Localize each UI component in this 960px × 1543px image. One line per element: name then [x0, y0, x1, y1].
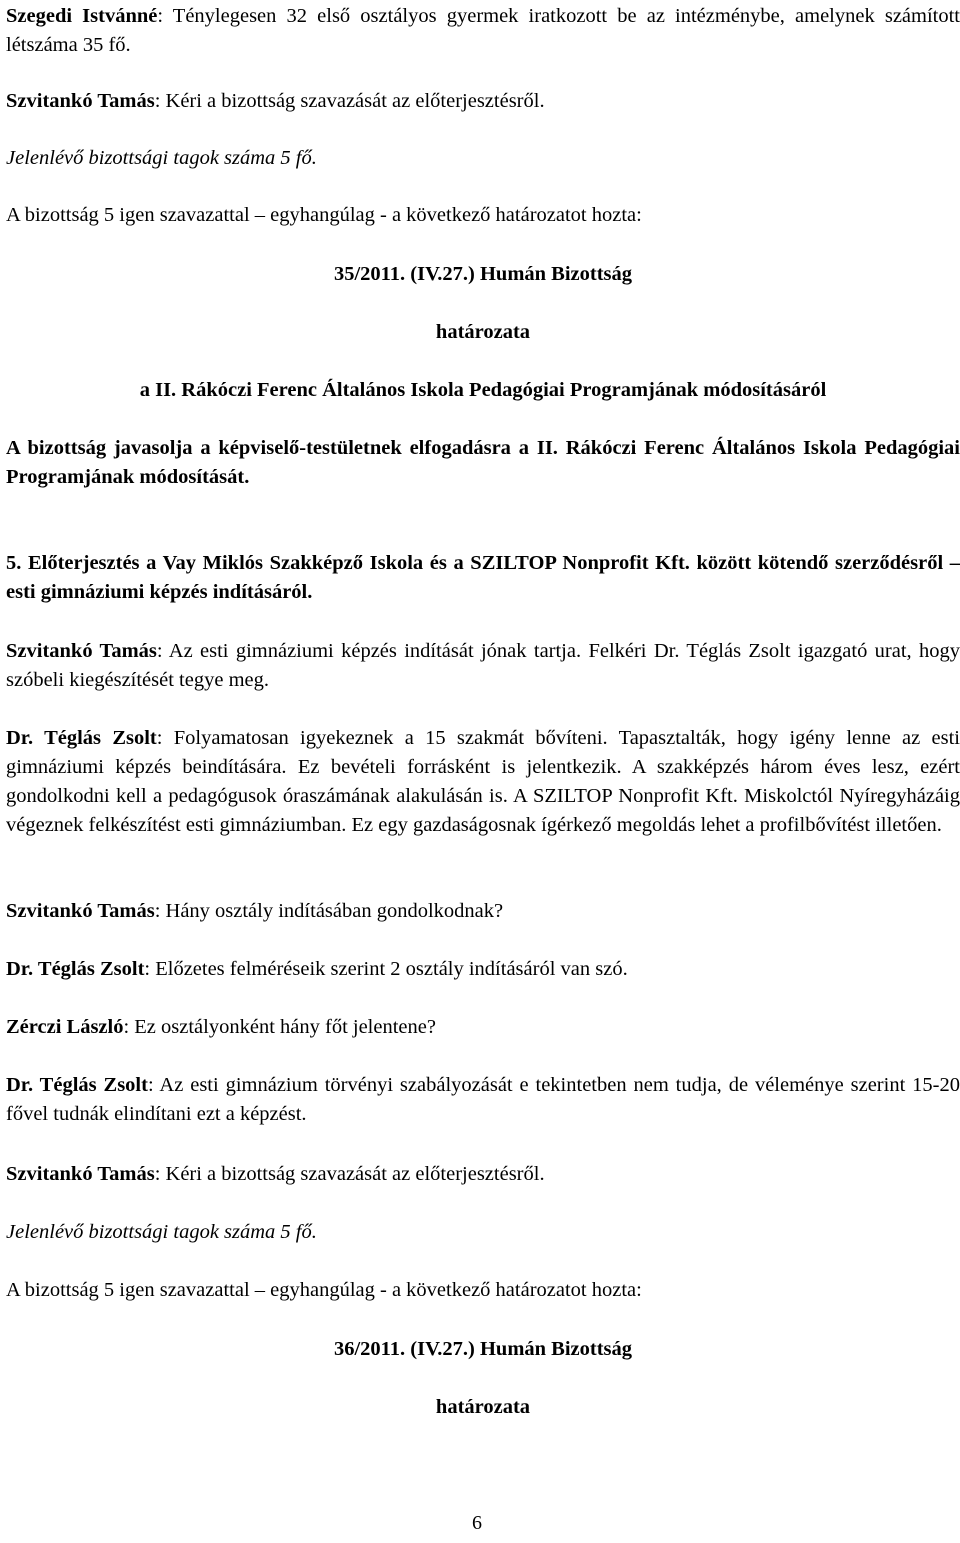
paragraph-text: : Az esti gimnázium törvényi szabályozását e tekintetben nem tudja, de véleménye szerint 15-20 fővel tudnák elindítani ezt a képzést.: [6, 1074, 960, 1125]
resolution-36-title: 36/2011. (IV.27.) Humán Bizottság: [333, 1338, 633, 1360]
agenda-dash: –: [949, 552, 960, 574]
resolution-35-title: 35/2011. (IV.27.) Humán Bizottság: [333, 263, 633, 285]
paragraph-text: : Kéri a bizottság szavazását az előterjesztésről.: [154, 1163, 545, 1185]
resolution-35-label: határozata: [435, 321, 531, 343]
paragraph-zerczi: [6, 1013, 960, 1042]
paragraph-text: : Az esti gimnáziumi képzés indítását jónak tartja. Felkéri Dr. Téglás Zsolt igazgató urat, hogy szóbeli kiegészítését tegye meg.: [6, 640, 960, 691]
paragraph-szvitanko-4: [6, 1160, 960, 1189]
speaker-name: Zérczi László: [6, 1016, 124, 1038]
attendance-note-2: Jelenlévő bizottsági tagok száma 5 fő.: [6, 1221, 317, 1243]
speaker-name: Dr. Téglás Zsolt: [6, 727, 157, 749]
paragraph-text: : Ténylegesen 32 első osztályos gyermek iratkozott be az intézménybe, amelynek számított létszáma 35 fő.: [6, 5, 960, 56]
paragraph-szvitanko-2: [6, 637, 960, 695]
vote-note-2: A bizottság 5 igen szavazattal – egyhangúlag - a következő határozatot hozta:: [6, 1279, 642, 1301]
speaker-name: Szvitankó Tamás: [6, 1163, 155, 1185]
paragraph-teglas-2: [6, 955, 960, 984]
paragraph-text: : Folyamatosan igyekeznek a 15 szakmát bővíteni. Tapasztalták, hogy igény lenne az esti gimnáziumi képzés beindítására. Ez bevételi forrásként is jelentkezik. A szakképzés három éves lesz, ezért gondolkodni kell a pedagógusok óraszámának alakulásán is. A SZILTOP Nonprofit Kft. Miskolctól Nyíregyházáig végeznek felkészítést esti gimnáziumban. Ez egy gazdaságosnak ígérkező megoldás lehet a profilbővítést illetően.: [6, 727, 960, 836]
paragraph-text: : Hány osztály indításában gondolkodnak?: [154, 900, 504, 922]
agenda-text-pre: 5. Előterjesztés a Vay Miklós Szakképző Iskola és a SZILTOP Nonprofit Kft. között kötendő szerződésről: [6, 552, 950, 574]
paragraph-teglas-1: [6, 724, 960, 840]
page-number: 6: [472, 1512, 482, 1534]
resolution-35-subject: a II. Rákóczi Ferenc Általános Iskola Pedagógiai Programjának módosításáról: [139, 379, 827, 401]
speaker-name: Szvitankó Tamás: [6, 900, 155, 922]
agenda-text-post: esti gimnáziumi képzés indításáról.: [6, 581, 313, 603]
paragraph-szvitanko-3: [6, 897, 960, 926]
paragraph-teglas-3: [6, 1071, 960, 1129]
resolution-35-body: A bizottság javasolja a képviselő-testületnek elfogadásra a II. Rákóczi Ferenc Általános Iskola Pedagógiai Programjának módosítását.: [6, 437, 960, 488]
speaker-name: Szvitankó Tamás: [6, 640, 157, 662]
speaker-name: Szegedi Istvánné: [6, 5, 158, 27]
speaker-name: Szvitankó Tamás: [6, 90, 155, 112]
paragraph-szegedi: [6, 2, 960, 60]
paragraph-text: : Kéri a bizottság szavazását az előterjesztésről.: [154, 90, 545, 112]
paragraph-text: : Ez osztályonként hány főt jelentene?: [123, 1016, 436, 1038]
paragraph-szvitanko-1: [6, 87, 960, 116]
paragraph-text: : Előzetes felméréseik szerint 2 osztály indításáról van szó.: [144, 958, 628, 980]
attendance-note-1: Jelenlévő bizottsági tagok száma 5 fő.: [6, 147, 317, 169]
agenda-item-5: [6, 549, 960, 607]
resolution-36-label: határozata: [435, 1396, 531, 1418]
vote-note-1: A bizottság 5 igen szavazattal – egyhangúlag - a következő határozatot hozta:: [6, 204, 642, 226]
speaker-name: Dr. Téglás Zsolt: [6, 958, 145, 980]
speaker-name: Dr. Téglás Zsolt: [6, 1074, 148, 1096]
